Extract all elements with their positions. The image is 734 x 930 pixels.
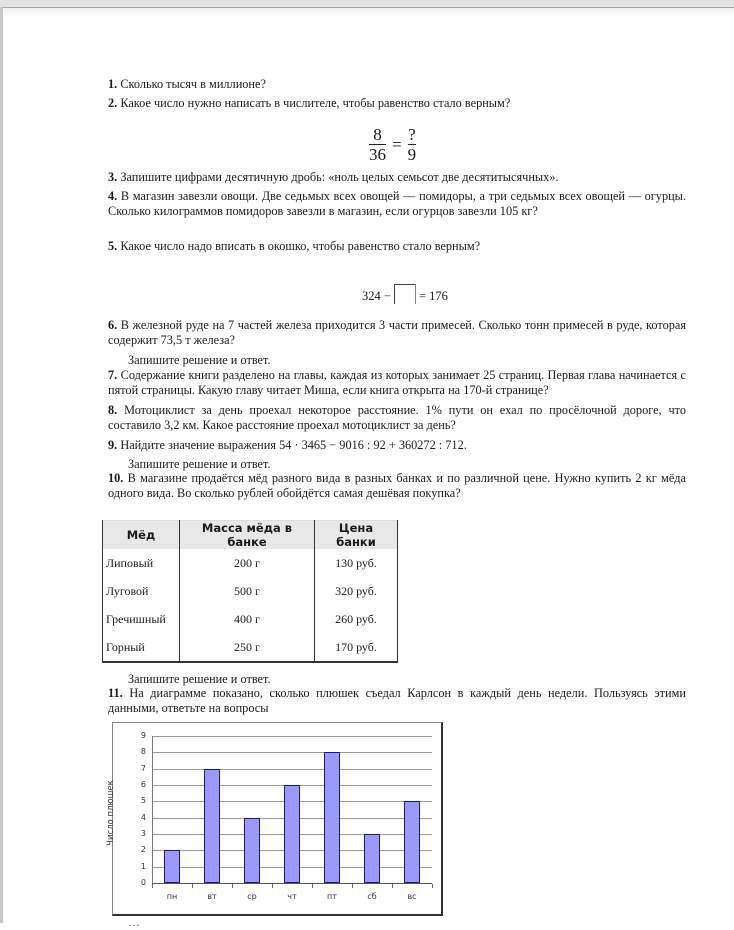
- y-tick-label: 6: [140, 780, 146, 789]
- table-row: Горный 250 г 170 руб.: [103, 633, 398, 662]
- fraction-left: $\frac{8}{36}$: [369, 125, 386, 164]
- fraction-right: $\frac{?}{9}$: [407, 125, 417, 164]
- bar-ср: [244, 818, 260, 883]
- x-tick-label: вс: [407, 892, 417, 901]
- problem-1: 1. Сколько тысяч в миллионе?: [108, 77, 266, 91]
- box-equation: 324 − = 176: [362, 284, 448, 304]
- x-tick-label: пн: [166, 892, 178, 901]
- y-tick-label: 7: [140, 764, 146, 773]
- problem-3: 3. Запишите цифрами десятичную дробь: «ноль целых семьсот две десятитысячных».: [108, 170, 559, 184]
- fraction-equation: $\frac{8}{36}$ = $\frac{?}{9}$: [369, 125, 417, 164]
- y-tick-label: 1: [140, 862, 146, 871]
- bar-пн: [164, 850, 180, 883]
- problem-9: 9. Найдите значение выражения 54 · 3465 − 9016 : 92 + 360272 : 712.: [108, 438, 467, 452]
- gridline: [152, 769, 432, 770]
- y-axis: [152, 736, 153, 884]
- y-tick-label: 0: [140, 878, 146, 887]
- write-solution-9: Запишите решение и ответ.: [128, 457, 271, 471]
- cut-off-text: …: [128, 915, 140, 929]
- x-axis: [152, 883, 432, 884]
- x-tick-label: ср: [247, 892, 257, 901]
- problem-5: 5. Какое число надо вписать в окошко, чтобы равенство стало верным?: [108, 239, 481, 253]
- bar-сб: [364, 834, 380, 883]
- problem-10: 10. В магазине продаётся мёд разного вида в разных банках и по различной цене. Нужно купить 2 кг мёда одного вида. Во сколько рублей обойдётся самая дешёвая покупка?: [108, 471, 686, 500]
- bar-вт: [204, 769, 220, 883]
- table-row: Гречишный 400 г 260 руб.: [103, 605, 398, 633]
- x-tick: [192, 884, 193, 888]
- x-tick-label: сб: [367, 892, 377, 901]
- gridline: [152, 736, 432, 737]
- y-tick-label: 4: [140, 813, 146, 822]
- y-tick-label: 5: [140, 796, 146, 805]
- y-tick-label: 8: [140, 747, 146, 756]
- x-tick: [232, 884, 233, 888]
- page-shadow: [3, 8, 734, 18]
- x-tick: [392, 884, 393, 888]
- gridline: [152, 752, 432, 753]
- table-row: Липовый 200 г 130 руб.: [103, 549, 398, 577]
- y-tick-label: 2: [140, 845, 146, 854]
- y-tick-label: 3: [140, 829, 146, 838]
- bar-чт: [284, 785, 300, 883]
- problem-11: 11. На диаграмме показано, сколько плюшек съедал Карлсон в каждый день недели. Пользуясь этими данными, ответьте на вопросы: [108, 686, 686, 715]
- problem-8: 8. Мотоциклист за день проехал некоторое расстояние. 1% пути он ехал по просёлочной дороге, что составило 3,2 км. Какое расстояние проехал мотоциклист за день?: [108, 403, 687, 432]
- viewer-top-border: [0, 0, 734, 8]
- write-solution-6: Запишите решение и ответ.: [128, 353, 271, 367]
- x-tick: [352, 884, 353, 888]
- problem-6: 6. В железной руде на 7 частей железа приходится 3 части примесей. Сколько тонн примесей в руде, которая содержит 73,5 т железа?: [108, 318, 686, 347]
- problem-2: 2. Какое число нужно написать в числителе, чтобы равенство стало верным?: [108, 96, 511, 110]
- table-row: Луговой 500 г 320 руб.: [103, 577, 398, 605]
- x-tick: [272, 884, 273, 888]
- x-tick: [312, 884, 313, 888]
- x-tick-label: пт: [327, 892, 337, 901]
- chart-y-axis-label: Число плюшек: [106, 780, 116, 846]
- y-tick-label: 9: [140, 731, 146, 740]
- table-header-row: Мёд Масса мёда в банке Цена банки: [103, 521, 398, 550]
- bar-вс: [404, 801, 420, 883]
- problem-7: 7. Содержание книги разделено на главы, каждая из которых занимает 25 страниц. Первая глава начинается с пятой страницы. Какую главу читает Миша, если книга открыта на 170-й странице?: [108, 368, 686, 397]
- bar-пт: [324, 752, 340, 883]
- x-tick-label: вт: [207, 892, 217, 901]
- viewer-left-border: [0, 7, 3, 923]
- x-tick: [432, 884, 433, 888]
- write-solution-10: Запишите решение и ответ.: [128, 672, 271, 686]
- honey-table: [102, 520, 398, 663]
- problem-4: 4. В магазин завезли овощи. Две седьмых всех овощей — помидоры, а три седьмых всех овощей — огурцы. Сколько килограммов помидоров завезли в магазин, если огурцов завезли 105 кг?: [108, 189, 687, 218]
- x-tick: [152, 884, 153, 888]
- answer-box: [394, 284, 416, 304]
- x-tick-label: чт: [287, 892, 297, 901]
